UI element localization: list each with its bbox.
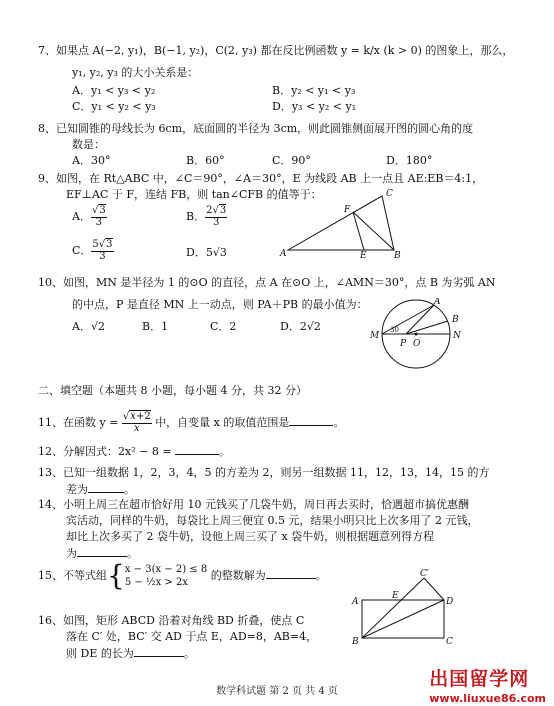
q10-stem-2: 的中点，P 是直径 MN 上一动点，则 PA＋PB 的最小值为： [72, 298, 368, 311]
q7-option-c: C．y₁ < y₂ < y₃ [72, 100, 156, 113]
q11-text: 11、在函数 y = $\frac{√x+2}{x}$ 中，自变量 x 的取值范围是 。 [38, 411, 345, 434]
q7-option-b: B．y₂ < y₁ < y₃ [272, 84, 356, 97]
q8-option-c: C．90° [272, 154, 311, 167]
q9-stem: 9、如图，在 Rt△ABC 中，∠C＝90°，∠A＝30°，E 为线段 AB 上一点且 AE:EB＝4:1， [38, 172, 484, 185]
q7-option-d: D．y₃ < y₂ < y₁ [272, 100, 357, 113]
q16-label-b: B [352, 637, 359, 646]
q16-end: 。 [183, 647, 195, 660]
q10-label-n: N [453, 331, 461, 341]
q15-answer-blank[interactable] [266, 568, 316, 579]
q16-line-2: 落在 C′ 处，BC′ 交 AD 于点 E，AD=8，AB=4， [66, 630, 318, 643]
q10-label-m: M [370, 331, 380, 341]
q7-stem-2: y₁, y₂, y₃ 的大小关系是： [72, 66, 199, 79]
q11-end: 。 [333, 416, 345, 429]
q16-label-c: C [446, 637, 453, 646]
section-fill-in-heading: 二、填空题（本题共 8 小题，每小题 4 分，共 32 分） [38, 384, 307, 397]
q15-end: 。 [315, 569, 327, 582]
q10-label-b: B [452, 315, 459, 325]
q14-answer-blank[interactable] [77, 546, 127, 557]
q9-option-c-label: C． [72, 244, 92, 257]
watermark-url: www.liuxue86.com [429, 691, 546, 705]
q9-label-b: B [394, 251, 401, 260]
q9-label-a: A [280, 249, 287, 259]
q16-line-1: 16、如图，矩形 ABCD 沿着对角线 BD 折叠，使点 C [38, 614, 305, 627]
q15-suffix: 的整数解为 [210, 569, 266, 582]
q14-line-3: 却比上次多买了 2 袋牛奶，设他上周三买了 x 袋牛奶，则根据题意列得方程 [66, 530, 435, 543]
q10-option-b: B．1 [142, 320, 169, 333]
q16-label-d: D [446, 597, 454, 607]
q15-row-2: 5 − ½x > 2x [124, 577, 188, 588]
q13-answer-blank[interactable] [88, 482, 124, 493]
q10-option-a: A．√2 [72, 320, 105, 333]
q12-prefix: 12、分解因式：2x² − 8 = [38, 445, 172, 458]
q12-answer-blank[interactable] [175, 444, 219, 455]
q9-label-f: F [344, 205, 351, 215]
q9-option-c: C． $\frac{5√3}{3}$ [72, 239, 113, 262]
q16-prefix: 则 DE 的长为 [66, 647, 134, 660]
q11-answer-blank[interactable] [289, 415, 333, 426]
q7-option-a: A．y₁ < y₃ < y₂ [72, 84, 156, 97]
q16-rectangle-figure [348, 566, 458, 646]
q13-line-2 [66, 482, 135, 497]
q9-option-b: B． $\frac{2√3}{3}$ [186, 205, 227, 228]
q9-option-b-label: B． [186, 210, 206, 223]
q11-prefix: 11、在函数 y = [38, 416, 119, 429]
q9-stem-2: EF⊥AC 于 F，连结 FB，则 tan∠CFB 的值等于： [66, 188, 322, 201]
q9-label-c: C [386, 189, 393, 199]
site-watermark [429, 668, 546, 706]
q13-line-1: 13、已知一组数据 1，2，3，4，5 的方差为 2，则另一组数据 11，12，13，14，15 的方 [38, 466, 490, 479]
q15-brace: { [107, 559, 125, 592]
q9-triangle-figure [278, 188, 408, 260]
q14-line-1: 14、小明上周三在超市恰好用 10 元钱买了几袋牛奶，周日再去买时，恰遇超市搞优惠酬 [38, 498, 469, 511]
q10-option-c: C．2 [210, 320, 237, 333]
q8-option-b: B．60° [186, 154, 225, 167]
q8-stem: 8、已知圆锥的母线长为 6cm，底面圆的半径为 3cm，则此圆锥侧面展开图的圆心角的度 [38, 122, 474, 135]
q16-label-e: E [392, 591, 399, 601]
q8-option-a: A．30° [72, 154, 111, 167]
q10-label-o: O [413, 339, 421, 349]
q14-end: 。 [127, 547, 138, 560]
q10-label-a: A [434, 298, 441, 307]
q13-prefix: 差为 [66, 483, 88, 496]
q10-option-d: D．2√2 [280, 320, 321, 333]
q10-circle-figure [366, 298, 466, 370]
q14-prefix: 为 [66, 547, 77, 560]
q14-line-4 [66, 546, 138, 561]
q8-stem-2: 数是： [72, 138, 105, 151]
page-footer: 数学科试题 第 2 页 共 4 页 [216, 686, 338, 697]
q15-prefix: 15、不等式组 [38, 569, 107, 582]
q7-stem: 7、如果点 A(−2, y₁)，B(−1, y₂)，C(2, y₃) 都在反比例函数 y = k/x (k > 0) 的图象上，那么， [38, 44, 514, 57]
q9-option-a: A． $\frac{√3}{3}$ [72, 205, 106, 228]
q8-option-d: D．180° [386, 154, 433, 167]
q16-label-c-prime: C′ [420, 569, 429, 579]
q15-system [125, 563, 207, 589]
watermark-title: 出国留学网 [429, 668, 530, 690]
q14-line-2: 宾活动，同样的牛奶，每袋比上周三便宜 0.5 元，结果小明只比上次多用了 2 元钱， [66, 514, 479, 527]
q9-option-a-label: A． [72, 210, 91, 223]
q13-end: 。 [124, 483, 135, 496]
q15-text [38, 559, 327, 592]
q9-option-d: D．5√3 [186, 246, 227, 259]
q16-label-a: A [352, 597, 359, 607]
q12-end: 。 [219, 445, 231, 458]
q12-text [38, 444, 230, 459]
q16-line-3 [66, 646, 195, 661]
q11-suffix: 中，自变量 x 的取值范围是 [155, 416, 290, 429]
q15-row-1: x − 3(x − 2) ≤ 8 [124, 564, 208, 575]
q10-angle-label: 30 [390, 326, 399, 334]
q9-label-e: E [360, 251, 367, 260]
q16-answer-blank[interactable] [134, 646, 184, 657]
q10-stem: 10、如图，MN 是半径为 1 的⊙O 的直径，点 A 在⊙O 上，∠AMN＝30°，点 B 为劣弧 AN [38, 276, 496, 289]
q10-label-p: P [400, 339, 407, 349]
